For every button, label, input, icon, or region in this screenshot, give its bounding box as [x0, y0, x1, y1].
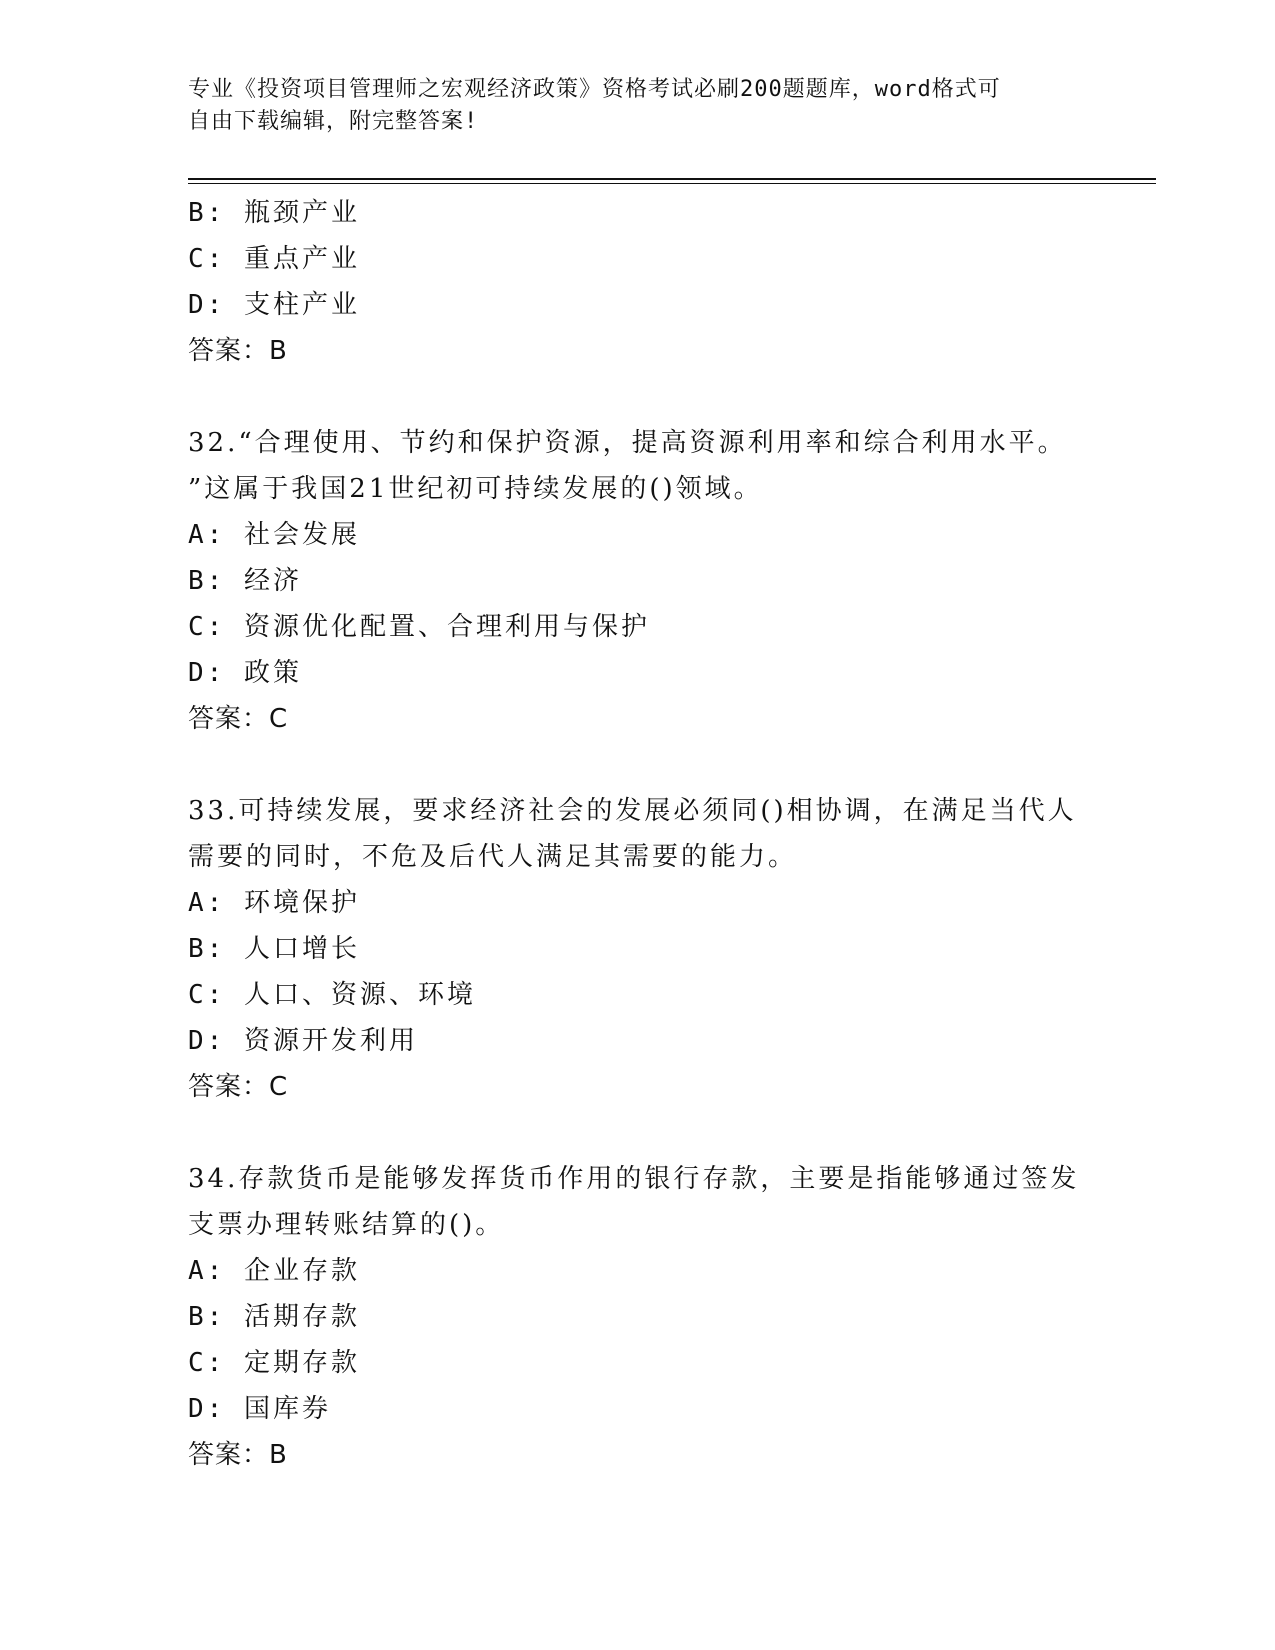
option-a: A: 环境保护 — [188, 888, 360, 918]
answer-line: 答案：C — [188, 704, 289, 734]
option-b: B: 人口增长 — [188, 934, 360, 964]
option-c: C: 重点产业 — [188, 244, 360, 274]
question-block-32 — [188, 420, 1088, 742]
answer-line: 答案：B — [188, 1440, 288, 1470]
question-block-31-continued — [188, 190, 1088, 374]
question-stem — [188, 420, 1088, 512]
question-stem-line: ”这属于我国21世纪初可持续发展的()领域。 — [188, 474, 763, 504]
header-rule-thin — [188, 183, 1156, 184]
option-b: B: 瓶颈产业 — [188, 198, 360, 228]
question-stem-line: 33.可持续发展，要求经济社会的发展必须同()相协调，在满足当代人 — [188, 796, 1077, 826]
document-header — [188, 74, 1068, 138]
question-stem — [188, 1156, 1088, 1248]
option-d: D: 支柱产业 — [188, 290, 360, 320]
question-stem-line: 需要的同时，不危及后代人满足其需要的能力。 — [188, 842, 798, 872]
header-line-1: 专业《投资项目管理师之宏观经济政策》资格考试必刷200题题库，word格式可 — [188, 77, 1001, 102]
option-c: C: 资源优化配置、合理利用与保护 — [188, 612, 650, 642]
option-d: D: 资源开发利用 — [188, 1026, 418, 1056]
option-c: C: 人口、资源、环境 — [188, 980, 476, 1010]
option-d: D: 国库券 — [188, 1394, 331, 1424]
answer-line: 答案：C — [188, 1072, 289, 1102]
option-c: C: 定期存款 — [188, 1348, 360, 1378]
option-b: B: 活期存款 — [188, 1302, 360, 1332]
question-stem-line: 支票办理转账结算的()。 — [188, 1210, 505, 1240]
question-stem-line: 32.“合理使用、节约和保护资源，提高资源利用率和综合利用水平。 — [188, 428, 1067, 458]
question-stem-line: 34.存款货币是能够发挥货币作用的银行存款，主要是指能够通过签发 — [188, 1164, 1080, 1194]
option-a: A: 企业存款 — [188, 1256, 360, 1286]
option-d: D: 政策 — [188, 658, 302, 688]
header-rule-thick — [188, 178, 1156, 180]
question-list — [188, 190, 1088, 1478]
answer-line: 答案：B — [188, 336, 288, 366]
question-stem — [188, 788, 1088, 880]
option-b: B: 经济 — [188, 566, 302, 596]
option-a: A: 社会发展 — [188, 520, 360, 550]
question-block-33 — [188, 788, 1088, 1110]
header-line-2: 自由下载编辑，附完整答案! — [188, 109, 479, 134]
question-block-34 — [188, 1156, 1088, 1478]
